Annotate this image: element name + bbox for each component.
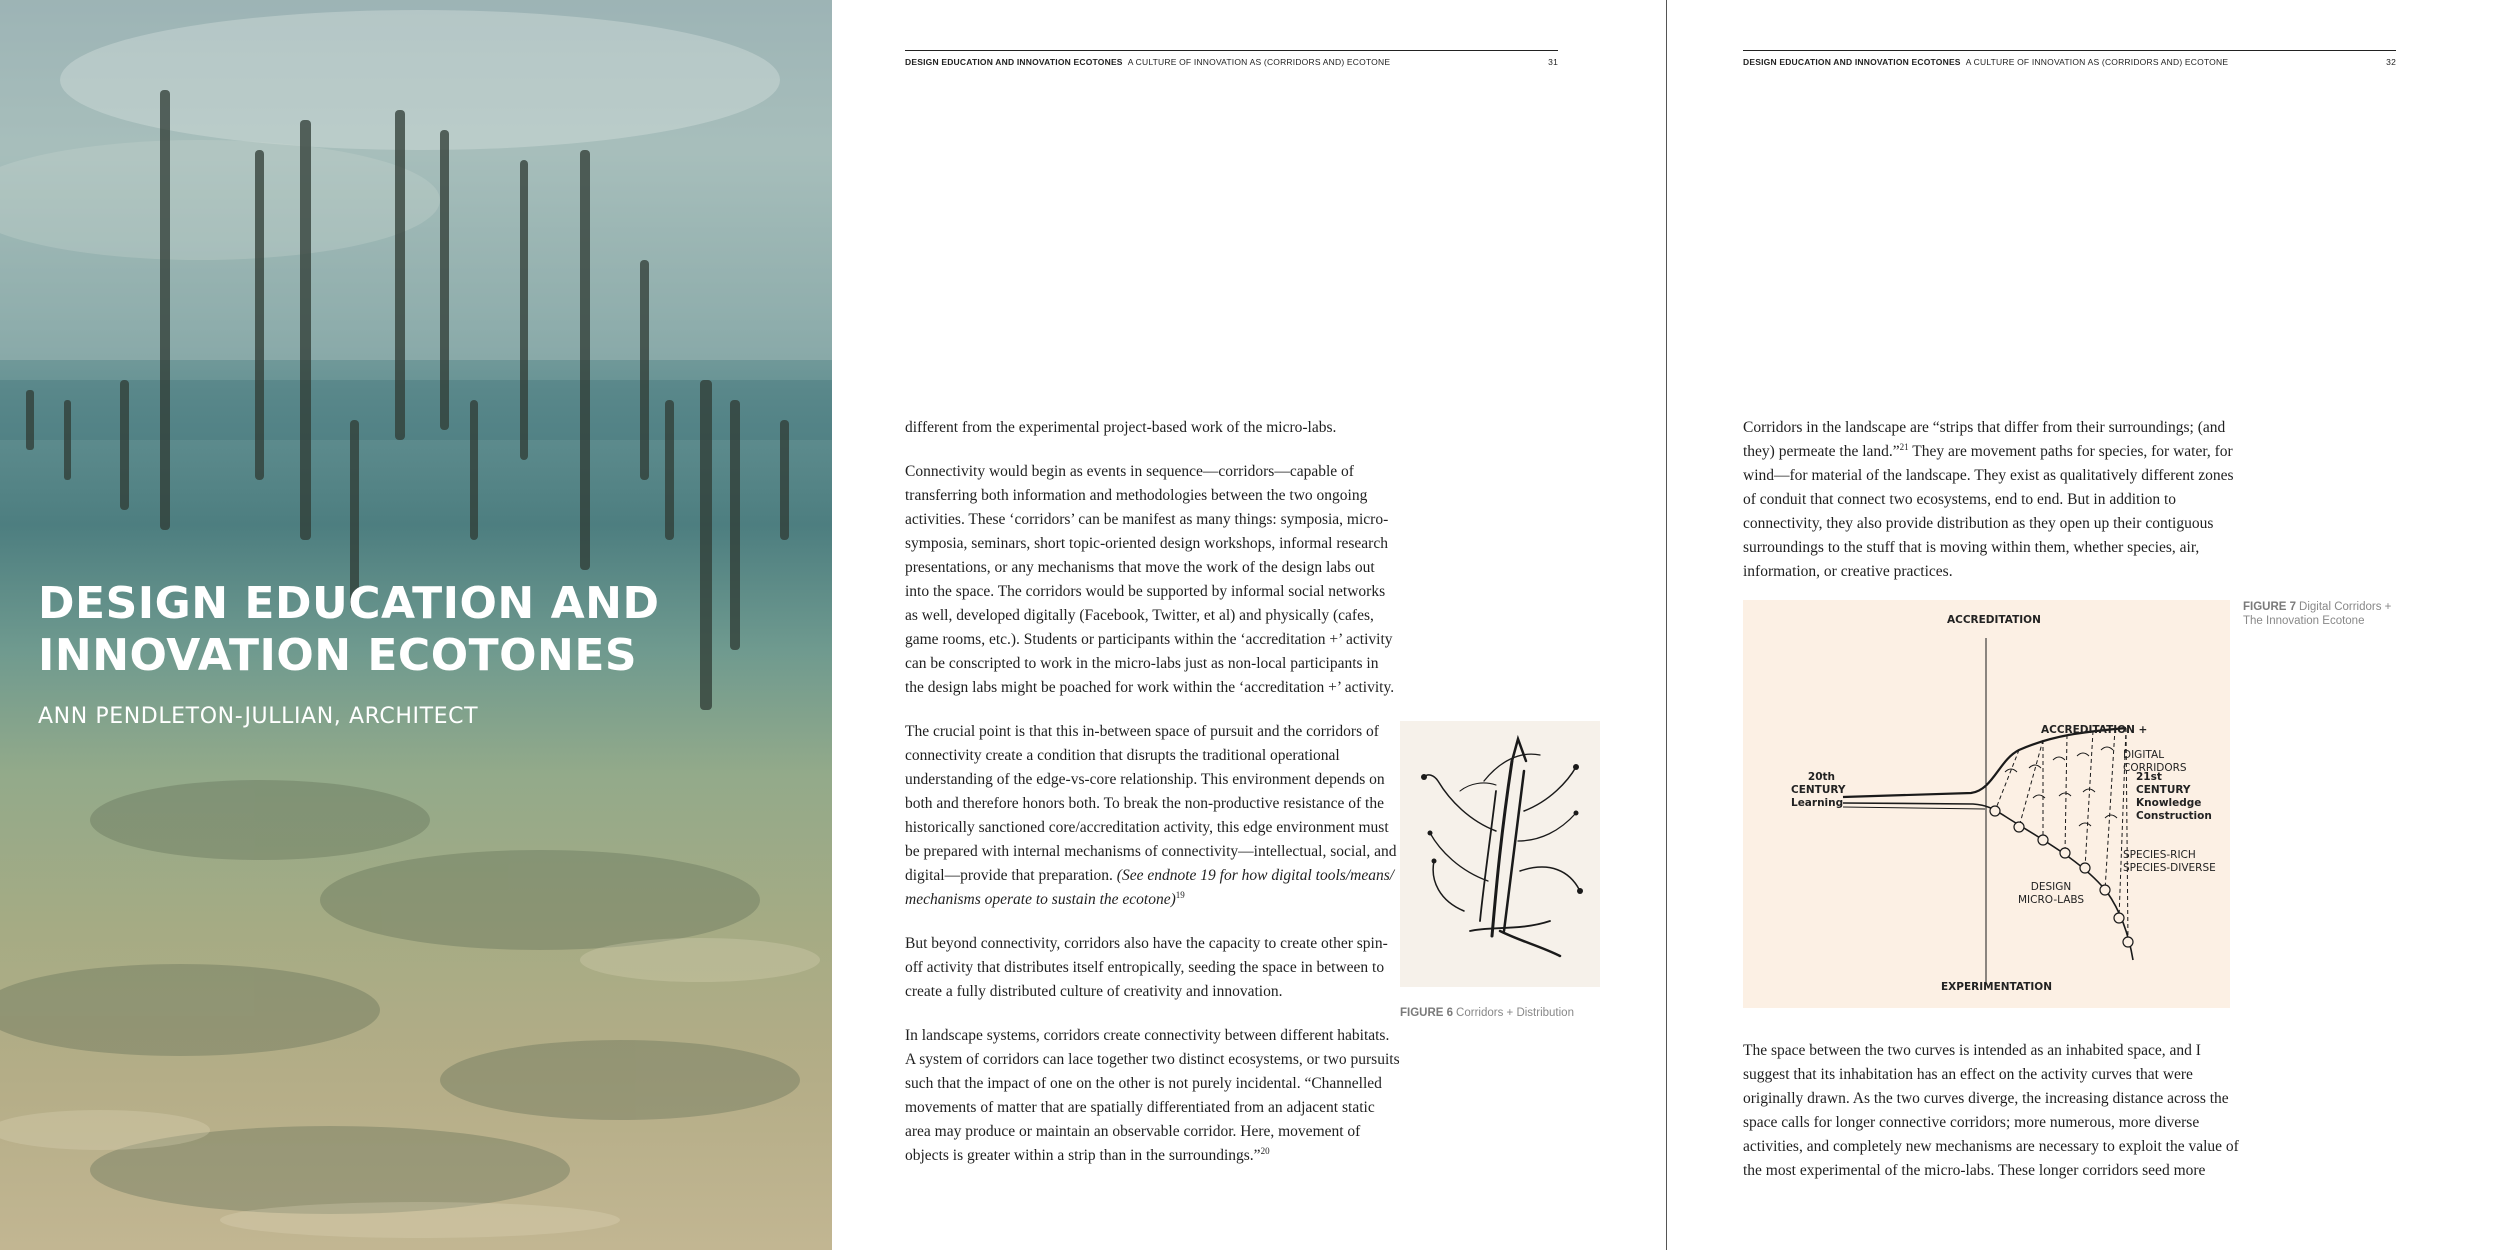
figure-7-label: FIGURE 7 [2243,601,2297,613]
page-32 [1667,0,2500,1250]
paragraph: different from the experimental project-based work of the micro-labs. [905,419,1337,436]
running-head [1743,50,2396,75]
body-text-column [1743,416,2243,604]
figure-7-caption-text: Digital Corridors + The Innovation Ecotone [2243,601,2392,627]
body-text-column [905,416,1400,1188]
diagram-label-species [2123,849,2216,875]
cover-photo-panel [0,0,832,1250]
diagram-label-species-rich: SPECIES-RICH [2123,849,2196,861]
diagram-label-micro-labs: MICRO-LABS [2018,894,2085,906]
paragraph [905,720,1400,912]
paragraph-text: In landscape systems, corridors create connectivity between different habitats. A system of corridors can lace together two distinct ecosystems, or two pursuits such that the impact of one on the other is not purely incidental. “Channelled movements of matter that are spatially differentiated from an adjacent static area may produce or maintain an observable corridor. Here, movement of objects is greater within a strip than in the surroundings.” [905,1027,1400,1164]
paragraph [1743,416,2243,584]
diagram-label-21st-century [2136,771,2212,823]
paragraph: The space between the two curves is intended as an inhabited space, and I suggest that its inhabitation has an effect on the activity curves that were originally drawn. As the two curves diverge, the increasing distance across the space calls for longer connective corridors; more numerous, more diverse activities, and completely new mechanisms are necessary to exploit the value of the most experimental of the micro-labs. These longer corridors seed more [1743,1042,2239,1179]
footnote-marker: 21 [1899,441,1909,452]
footnote-marker: 20 [1260,1145,1270,1156]
running-head-section: A CULTURE OF INNOVATION AS (CORRIDORS AND) ECOTONE [1127,57,1391,67]
paragraph [905,1024,1400,1168]
diagram-label-21st: 21st [2136,771,2162,783]
page-number: 31 [1548,57,1558,67]
figure-6-label: FIGURE 6 [1400,1007,1454,1019]
body-text-column-lower [1743,1039,2243,1203]
cover-title-line-2: INNOVATION ECOTONES [38,630,638,681]
paragraph-text: They are movement paths for species, for water, for wind—for material of the landscape. They exist as qualitatively different zones of conduit that connect two ecosystems, end to end. But in addition to connectivity, they also provide distribution as they open up their contiguous surroundings to the stuff that is moving within them, whether species, air, information, or creative practices. [1743,443,2234,580]
figure-6-caption-text: Corridors + Distribution [1456,1007,1574,1019]
diagram-label-knowledge: Knowledge [2136,797,2202,809]
paragraph-text: Corridors in the landscape are “strips that differ from their surroundings; (and they) permeate the land.” [1743,419,2226,460]
diagram-label-accreditation: ACCREDITATION [1947,614,2041,626]
footnote-marker: 19 [1175,889,1185,900]
diagram-label-century: CENTURY [2136,784,2191,796]
diagram-label-accreditation-plus: ACCREDITATION + [2041,724,2148,736]
page-31 [832,0,1667,1250]
diagram-label-20th: 20th [1807,771,1835,783]
cover-title-line-1: DESIGN EDUCATION AND [38,578,660,629]
diagram-label-digital-corridors: DIGITAL CORRIDORS [2123,749,2187,774]
paragraph: But beyond connectivity, corridors also have the capacity to create other spin-off activity that distributes itself entropically, seeding the space in between to create a fully distributed culture of creativity and innovation. [905,935,1388,1000]
diagram-label-learning: Learning [1791,797,1844,809]
figure-6-caption [1400,1007,1574,1019]
diagram-label-design-micro-labs [2018,881,2084,907]
running-head [905,50,1558,75]
diagram-label-design: DESIGN [2030,881,2072,893]
diagram-label-construction: Construction [2136,810,2212,822]
paragraph: Connectivity would begin as events in sequence—corridors—capable of transferring both information and methodologies between the two ongoing activities. These ‘corridors’ can be manifest as many things: symposia, micro-symposia, seminars, short topic-oriented design workshops, informal research presentations, or any mechanisms that move the work of the design labs out into the space. The corridors would be supported by informal social networks as well, developed digitally (Facebook, Twitter, et al) and physically (cafes, game rooms, etc.). Students or participants within the ‘accreditation +’ activity can be conscripted to work in the micro-labs just as non-local participants in the design labs might be poached for work within the ‘accreditation +’ activity. [905,463,1395,696]
cover-author: ANN PENDLETON-JULLIAN, ARCHITECT [38,704,479,729]
figure-7-diagram [1743,600,2230,1008]
diagram-label-20th-century [1791,771,1846,810]
running-head-section: A CULTURE OF INNOVATION AS (CORRIDORS AND) ECOTONE [1965,57,2229,67]
figure-7-caption [2243,600,2413,628]
endnote-reference-text: (See endnote 19 for how digital tools/means/ mechanisms operate to sustain the ecotone) [905,867,1395,908]
running-head-title: DESIGN EDUCATION AND INNOVATION ECOTONES [1743,57,1961,67]
page-number: 32 [2386,57,2396,67]
running-head-title: DESIGN EDUCATION AND INNOVATION ECOTONES [905,57,1123,67]
corridors-sketch-drawing [1400,721,1600,987]
cover-title [38,578,758,682]
diagram-label-species-diverse: SPECIES-DIVERSE [2123,862,2216,874]
diagram-label-century: CENTURY [1791,784,1846,796]
figure-6-sketch [1400,721,1600,987]
paragraph-text: The crucial point is that this in-between space of pursuit and the corridors of connectivity create a condition that disrupts the traditional operational understanding of the edge-vs-core relationship. This environment depends on both and therefore honors both. To break the non-productive resistance of the historically sanctioned core/accreditation activity, this edge environment must be prepared with internal mechanisms of connectivity—intellectual, social, and digital—provide that preparation. [905,723,1397,884]
diagram-label-experimentation: EXPERIMENTATION [1941,981,2052,993]
